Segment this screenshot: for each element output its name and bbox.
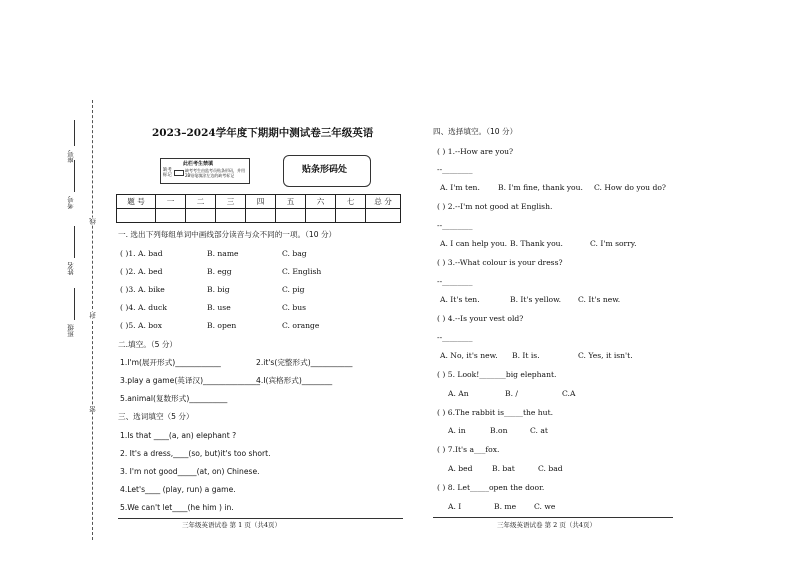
score-cell[interactable]: [246, 209, 276, 223]
s4-q2-a: A. I can help you.: [440, 239, 508, 248]
s4-q5-b: B. /: [505, 389, 518, 398]
score-cell[interactable]: [276, 209, 306, 223]
s4-q1-b: B. I'm fine, thank you.: [498, 183, 583, 192]
s1-q4-a: ( )4. A. duck: [120, 303, 167, 312]
score-table-value-row: [117, 209, 401, 223]
seat-no-line: [74, 120, 75, 146]
s4-q5-c: C.A: [562, 389, 576, 398]
s4-q1: ( ) 1.--How are you?: [437, 147, 514, 156]
s4-q4-a: A. No, it's new.: [440, 351, 498, 360]
class-label: 班级: [67, 324, 75, 337]
s4-q6-c: C. at: [530, 426, 548, 435]
s1-q3-a: ( )3. A. bike: [120, 285, 165, 294]
score-cell[interactable]: [306, 209, 336, 223]
s1-q3-c: C. pig: [282, 285, 305, 294]
section3-heading: 三、选词填空（5 分）: [118, 412, 194, 421]
score-cell[interactable]: [366, 209, 401, 223]
barcode-label: 贴条形码处: [302, 165, 348, 175]
s3-q4: 4.Let's____ (play, run) a game.: [120, 485, 236, 494]
s1-q5-b: B. open: [207, 321, 237, 330]
footer-left: 三年级英语试卷 第 1 页（共4页）: [182, 521, 281, 529]
s4-q4-b: B. It is.: [512, 351, 540, 360]
candidate-notice-box: [160, 158, 250, 184]
s4-q5-a: A. An: [448, 389, 469, 398]
score-header-cell: 一: [156, 195, 186, 209]
exam-no-line: [74, 160, 75, 192]
s2-q4: 4.I(宾格形式)________: [256, 376, 333, 385]
score-header-cell: 总 分: [366, 195, 401, 209]
s4-q1-answer: --________: [437, 165, 473, 174]
s4-q2-b: B. Thank you.: [510, 239, 563, 248]
s1-q5-a: ( )5. A. box: [120, 321, 163, 330]
s1-q2-b: B. egg: [207, 267, 232, 276]
s2-q3: 3.play a game(英译汉)_______________: [120, 376, 261, 385]
s1-q4-b: B. use: [207, 303, 231, 312]
score-cell[interactable]: [117, 209, 156, 223]
s4-q7: ( ) 7.It's a___fox.: [437, 445, 500, 454]
s1-q1-a: ( )1. A. bad: [120, 249, 163, 258]
barcode-area: [283, 155, 371, 187]
footer-right: 三年级英语试卷 第 2 页（共4页）: [497, 521, 596, 529]
s4-q2: ( ) 2.--I'm not good at English.: [437, 202, 553, 211]
s4-q1-c: C. How do you do?: [594, 183, 666, 192]
s4-q2-answer: --________: [437, 221, 473, 230]
s4-q8: ( ) 8. Let_____open the door.: [437, 483, 545, 492]
s4-q6-b: B.on: [490, 426, 508, 435]
s1-q2-c: C. English: [282, 267, 322, 276]
s4-q8-b: B. me: [494, 502, 517, 511]
s4-q4-answer: --________: [437, 333, 473, 342]
bind-line-mark-1: 线: [89, 218, 97, 225]
bind-line-mark-3: 密: [89, 406, 97, 413]
binding-dashed-line: [92, 100, 93, 540]
s2-q2: 2.it's(完整形式)___________: [256, 358, 353, 367]
notice-body: 缺考考生由监考员贴条形码，并用2B铅笔填涂左边的缺考标记: [185, 168, 245, 178]
s1-q2-a: ( )2. A. bed: [120, 267, 163, 276]
score-table: [116, 194, 401, 223]
section1-heading: 一. 选出下列每组单词中画线部分读音与众不同的一项。（10 分）: [118, 230, 337, 239]
s3-q1: 1.Is that ____(a, an) elephant ?: [120, 431, 237, 440]
s1-q1-c: C. bag: [282, 249, 307, 258]
s4-q1-a: A. I'm ten.: [440, 183, 480, 192]
s1-q3-b: B. big: [207, 285, 230, 294]
score-header-cell: 二: [186, 195, 216, 209]
notice-heading: 此栏考生禁填: [183, 161, 214, 167]
s3-q3: 3. I'm not good_____(at, on) Chinese.: [120, 467, 260, 476]
score-header-cell: 五: [276, 195, 306, 209]
class-line: [74, 288, 75, 320]
s2-q1: 1.I'm(展开形式)____________: [120, 358, 221, 367]
exam-no-label: 考号: [67, 196, 75, 209]
s4-q7-b: B. bat: [492, 464, 515, 473]
s4-q6-a: A. in: [448, 426, 466, 435]
absent-mark-checkbox[interactable]: [174, 170, 184, 176]
s4-q6: ( ) 6.The rabbit is_____the hut.: [437, 408, 554, 417]
s1-q5-c: C. orange: [282, 321, 320, 330]
page-title: 2023–2024学年度下期期中测试卷三年级英语: [152, 127, 374, 139]
score-header-cell: 四: [246, 195, 276, 209]
s4-q5: ( ) 5. Look!_______big elephant.: [437, 370, 557, 379]
seat-no-label: 座号: [67, 150, 75, 163]
s4-q8-a: A. I: [448, 502, 462, 511]
left-footer-rule: [118, 518, 403, 519]
s4-q8-c: C. we: [534, 502, 556, 511]
right-footer-rule: [433, 517, 673, 518]
s3-q2: 2. It's a dress,____(so, but)it's too short.: [120, 449, 271, 458]
section4-heading: 四、选择填空。（10 分）: [433, 127, 518, 136]
s4-q3-answer: --________: [437, 277, 473, 286]
s1-q1-b: B. name: [207, 249, 239, 258]
name-line: [74, 226, 75, 258]
score-cell[interactable]: [216, 209, 246, 223]
s4-q3-a: A. It's ten.: [440, 295, 480, 304]
s4-q2-c: C. I'm sorry.: [590, 239, 637, 248]
s4-q7-c: C. bad: [538, 464, 563, 473]
s4-q4: ( ) 4.--Is your vest old?: [437, 314, 524, 323]
s1-q4-c: C. bus: [282, 303, 307, 312]
name-label: 姓名: [67, 262, 75, 275]
score-header-cell: 七: [336, 195, 366, 209]
score-cell[interactable]: [156, 209, 186, 223]
s4-q3-b: B. It's yellow.: [510, 295, 562, 304]
absent-mark-label: 缺考 标记: [163, 168, 172, 179]
score-cell[interactable]: [336, 209, 366, 223]
score-cell[interactable]: [186, 209, 216, 223]
s4-q3-c: C. It's new.: [578, 295, 621, 304]
s4-q3: ( ) 3.--What colour is your dress?: [437, 258, 563, 267]
bind-line-mark-2: 封: [89, 312, 97, 319]
score-header-cell: 题 号: [117, 195, 156, 209]
score-header-cell: 三: [216, 195, 246, 209]
s4-q7-a: A. bed: [448, 464, 473, 473]
score-header-cell: 六: [306, 195, 336, 209]
s2-q5: 5.animal(复数形式)__________: [120, 394, 228, 403]
s3-q5: 5.We can't let____(he him ) in.: [120, 503, 234, 512]
score-table-header-row: [117, 195, 401, 209]
s4-q4-c: C. Yes, it isn't.: [578, 351, 633, 360]
section2-heading: 二.填空。（5 分）: [118, 340, 178, 349]
